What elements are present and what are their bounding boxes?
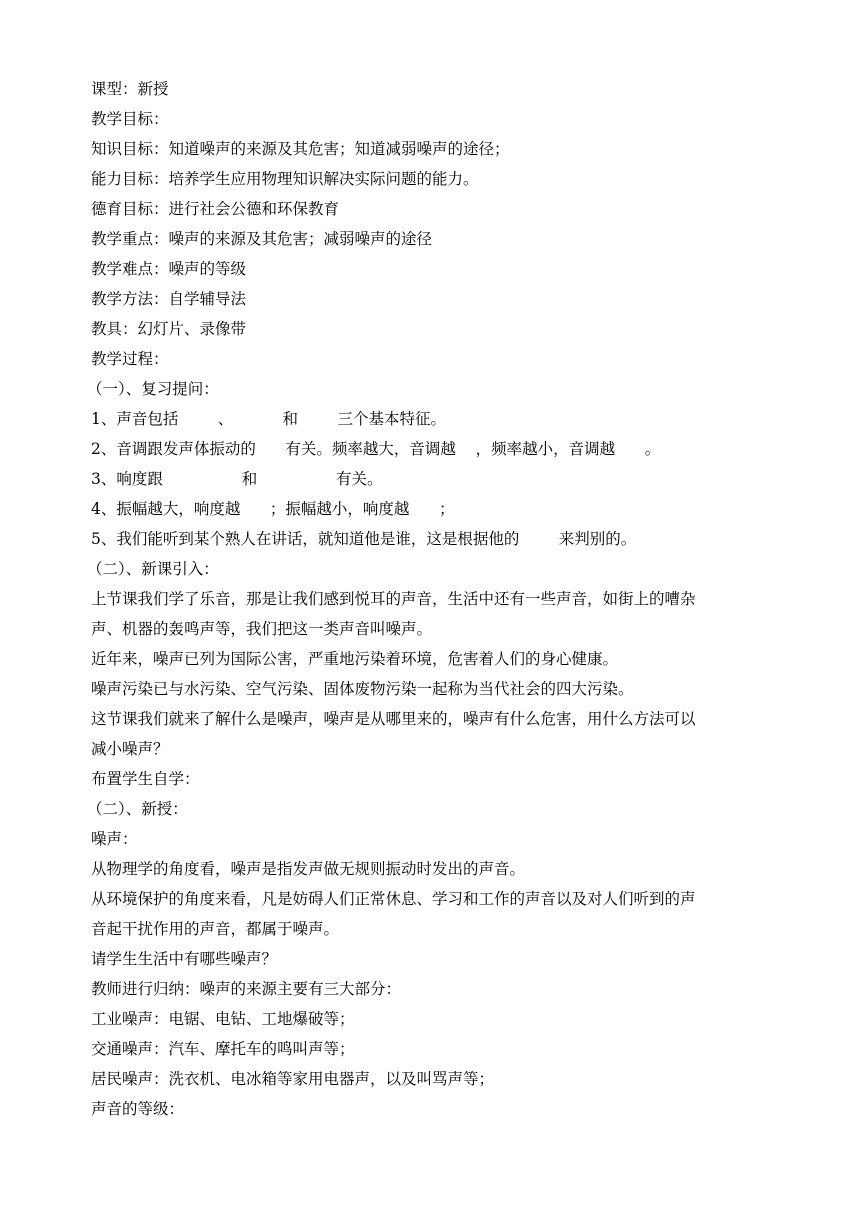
student-question-line: 请学生生活中有哪些噪声？	[91, 950, 278, 968]
document-page	[87, 74, 781, 1124]
section-intro-heading: （二）、新课引入：	[87, 560, 219, 578]
teaching-process-heading: 教学过程：	[91, 350, 169, 368]
ability-goal-line: 能力目标：培养学生应用物理知识解决实际问题的能力。	[91, 170, 479, 188]
course-type-line: 课型：新授	[91, 80, 169, 98]
industrial-noise-line: 工业噪声：电锯、电钻、工地爆破等；	[91, 1010, 355, 1028]
teacher-summary-line: 教师进行归纳：噪声的来源主要有三大部分：	[91, 980, 402, 998]
sound-level-heading: 声音的等级：	[91, 1100, 185, 1118]
section-new-lesson-heading: （二）、新授：	[87, 800, 188, 818]
review-question-2: 2、音调跟发声体振动的 有关。频率越大，音调越 ，频率越小，音调越 。	[91, 440, 661, 458]
review-question-3: 3、响度跟 和 有关。	[91, 470, 383, 488]
section-review-heading: （一）、复习提问：	[87, 380, 219, 398]
physics-definition-line: 从物理学的角度看，噪声是指发声做无规则振动时发出的声音。	[91, 860, 526, 878]
environment-definition-line-b: 音起干扰作用的声音，都属于噪声。	[91, 920, 340, 938]
moral-goal-line: 德育目标：进行社会公德和环保教育	[91, 200, 340, 218]
knowledge-goal-line: 知识目标：知道噪声的来源及其危害；知道减弱噪声的途径；	[91, 140, 510, 158]
review-question-1: 1、声音包括 、 和 三个基本特征。	[91, 410, 446, 428]
residential-noise-line: 居民噪声：洗衣机、电冰箱等家用电器声，以及叫骂声等；	[91, 1070, 495, 1088]
key-points-line: 教学重点：噪声的来源及其危害；减弱噪声的途径	[91, 230, 433, 248]
difficult-points-line: 教学难点：噪声的等级	[91, 260, 247, 278]
teaching-method-line: 教学方法：自学辅导法	[91, 290, 247, 308]
self-study-line: 布置学生自学：	[91, 770, 200, 788]
intro-paragraph-4b: 减小噪声？	[91, 740, 169, 758]
noise-heading: 噪声：	[91, 830, 138, 848]
intro-paragraph-1b: 声、机器的轰鸣声等，我们把这一类声音叫噪声。	[91, 620, 433, 638]
intro-paragraph-2: 近年来，噪声已列为国际公害，严重地污染着环境，危害着人们的身心健康。	[91, 650, 619, 668]
environment-definition-line-a: 从环境保护的角度来看，凡是妨碍人们正常休息、学习和工作的声音以及对人们听到的声	[91, 890, 696, 908]
traffic-noise-line: 交通噪声：汽车、摩托车的鸣叫声等；	[91, 1040, 355, 1058]
review-question-5: 5、我们能听到某个熟人在讲话，就知道他是谁，这是根据他的 来判别的。	[91, 530, 637, 548]
teaching-goals-heading: 教学目标：	[91, 110, 169, 128]
intro-paragraph-3: 噪声污染已与水污染、空气污染、固体废物污染一起称为当代社会的四大污染。	[91, 680, 634, 698]
intro-paragraph-4a: 这节课我们就来了解什么是噪声，噪声是从哪里来的，噪声有什么危害，用什么方法可以	[91, 710, 696, 728]
teaching-aids-line: 教具：幻灯片、录像带	[91, 320, 247, 338]
intro-paragraph-1a: 上节课我们学了乐音，那是让我们感到悦耳的声音，生活中还有一些声音，如街上的嘈杂	[91, 590, 696, 608]
review-question-4: 4、振幅越大，响度越 ；振幅越小，响度越 ；	[91, 500, 455, 518]
